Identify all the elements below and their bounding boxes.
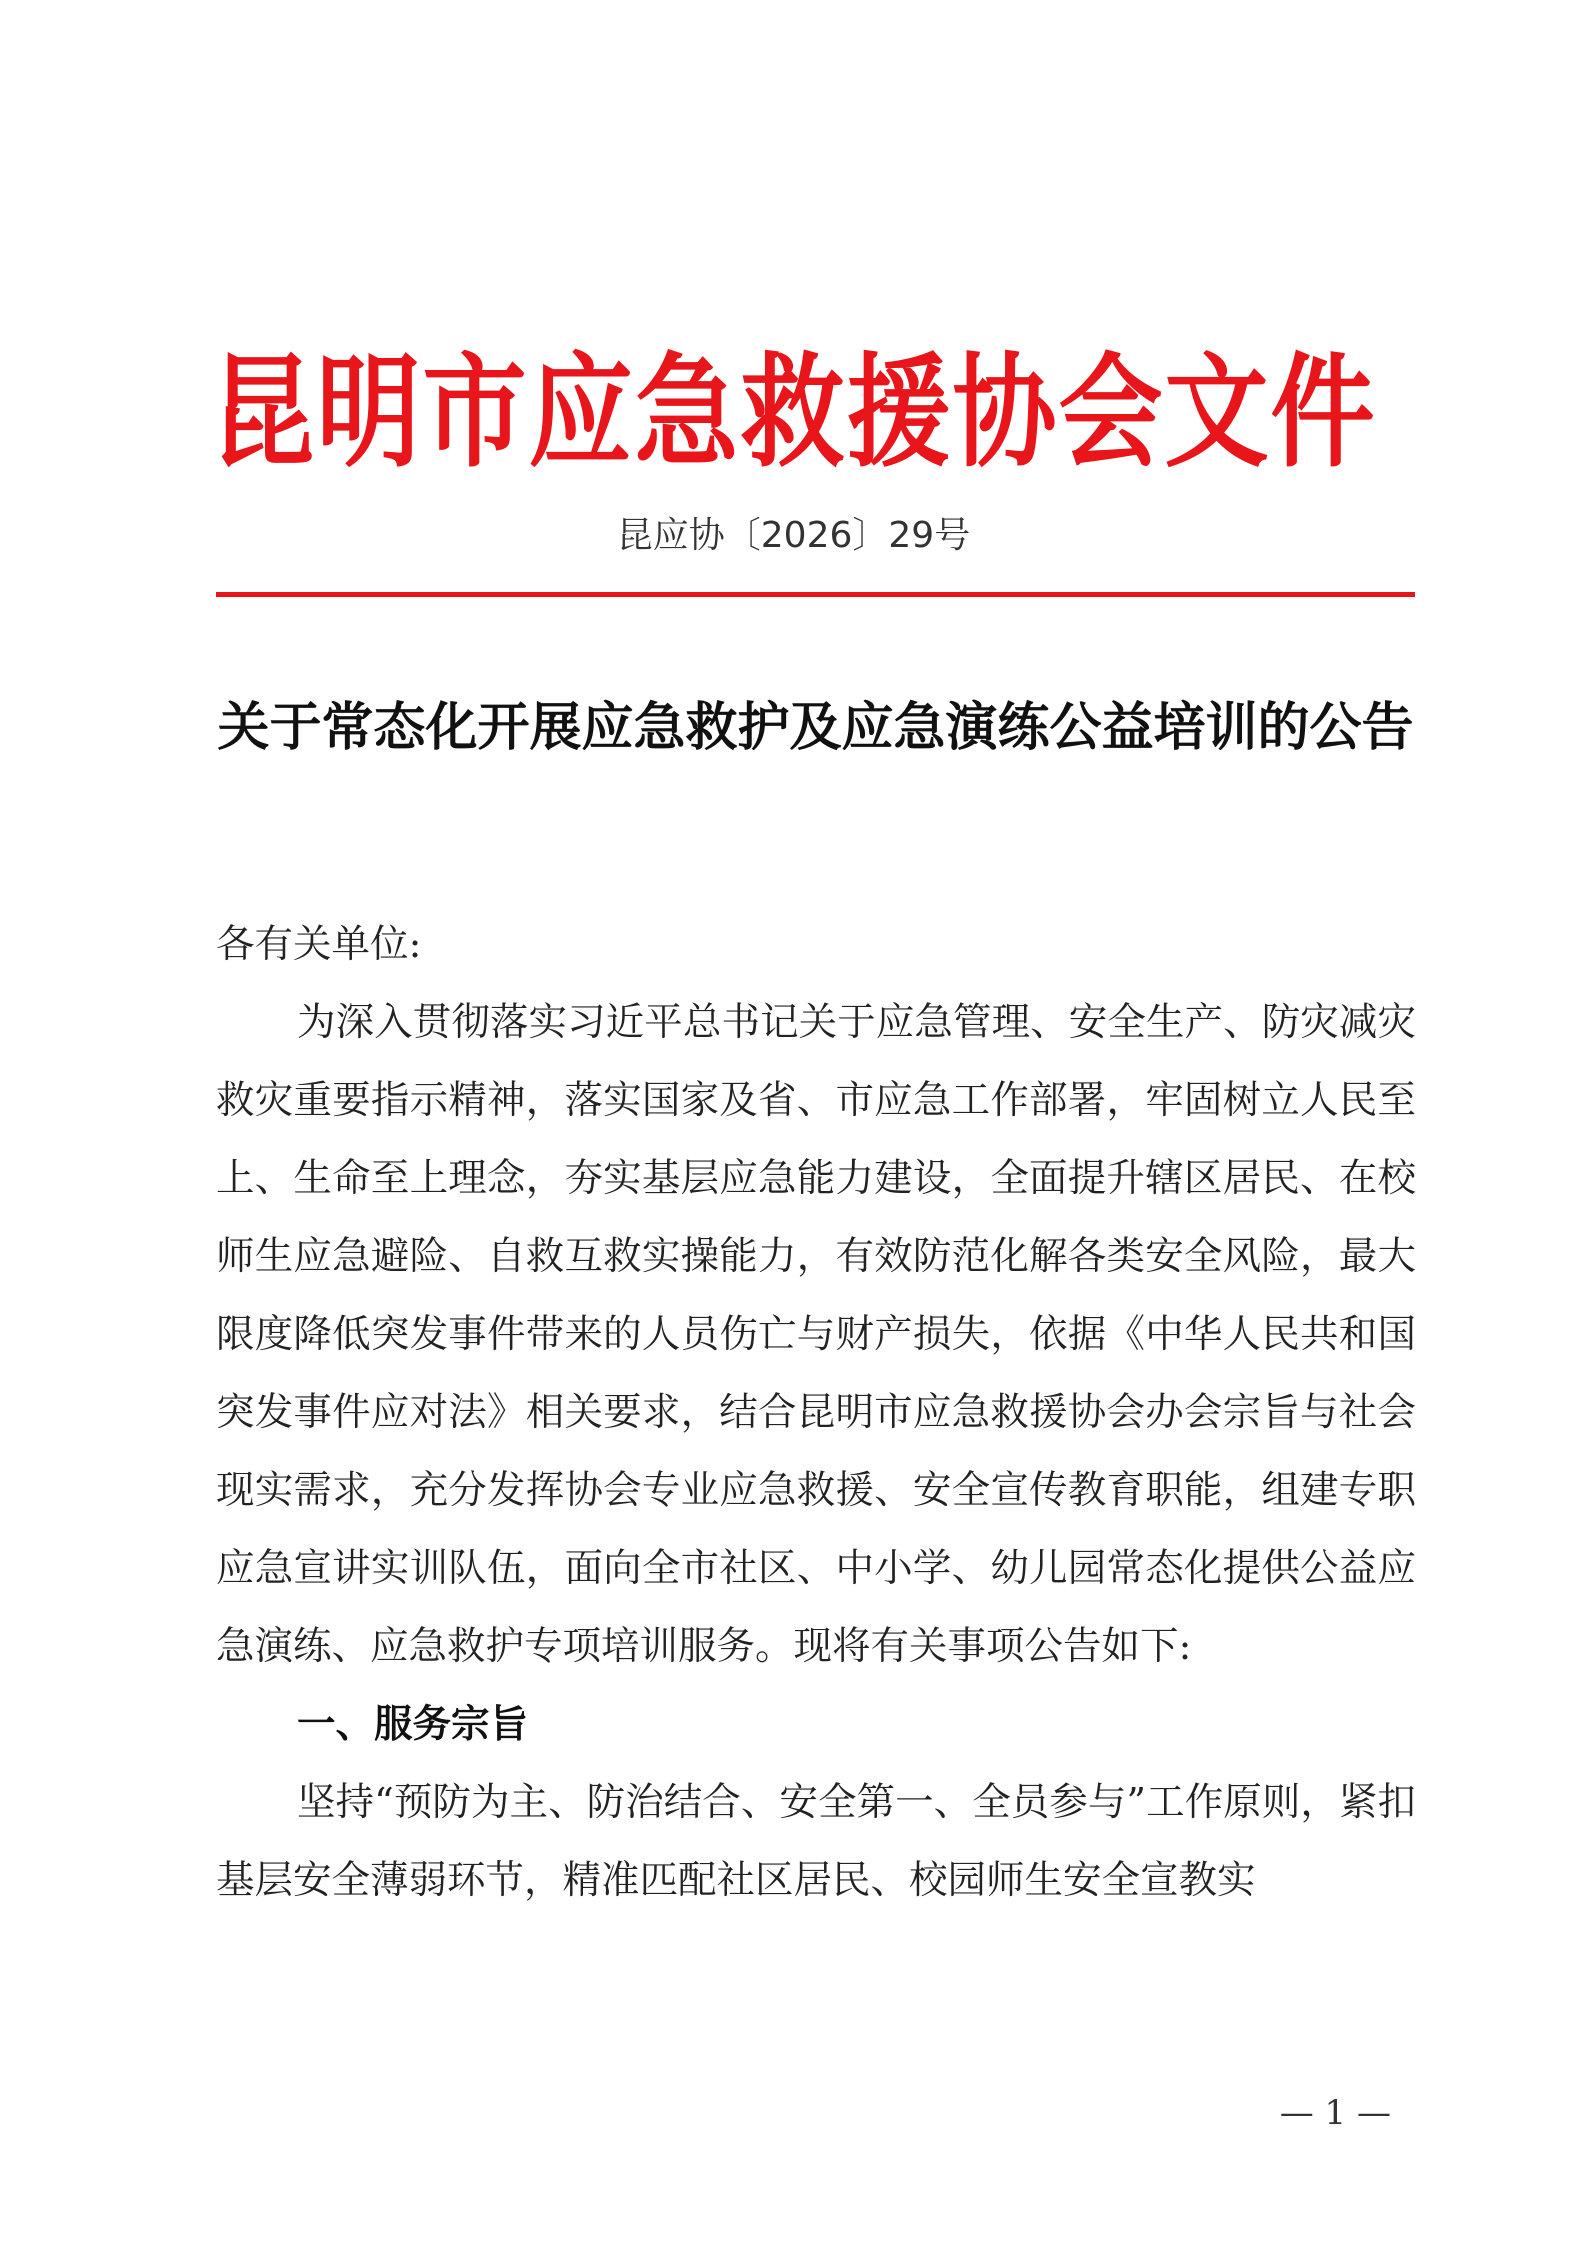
document-title: 关于常态化开展应急救护及应急演练公益培训的公告 (217, 697, 1414, 758)
page-number: — 1 — (1279, 2093, 1391, 2133)
red-separator-line (216, 592, 1415, 597)
section-heading: 一、服务宗旨 (297, 1702, 529, 1747)
document-number: 昆应协〔2026〕29号 (616, 515, 971, 556)
masthead-title: 昆明市应急救援协会文件 (210, 339, 1377, 485)
intro-paragraph: 为深入贯彻落实习近平总书记关于应急管理、安全生产、防灾减灾救灾重要指示精神，落实国家及省、市应急工作部署，牢固树立人民至上、生命至上理念，夯实基层应急能力建设，全面提升辖区居民、在校师生应急避险、自救互救实操能力，有效防范化解各类安全风险，最大限度降低突发事件带来的人员伤亡与财产损失，依据《中华人民共和国突发事件应对法》相关要求，结合昆明市应急救援协会办会宗旨与社会现实需求，充分发挥协会专业应急救援、安全宣传教育职能，组建专职应急宣讲实训队伍，面向全市社区、中小学、幼儿园常态化提供公益应急演练、应急救护专项培训服务。现将有关事项公告如下: (216, 1000, 1416, 1669)
document-body (216, 906, 1416, 1920)
salutation: 各有关单位: (216, 922, 422, 967)
section-paragraph: 坚持“预防为主、防治结合、安全第一、全员参与”工作原则，紧扣基层安全薄弱环节，精准匹配社区居民、校园师生安全宣教实 (216, 1780, 1416, 1903)
